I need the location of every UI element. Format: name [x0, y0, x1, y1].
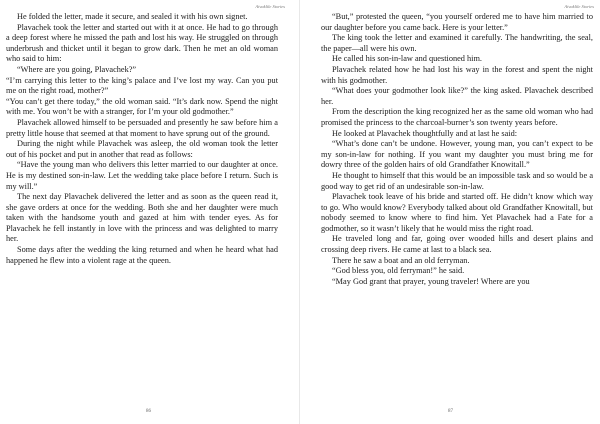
paragraph: From the description the king recognized her as the same old woman who had promised the princess to the charcoal-burner’s son twenty years before. [321, 107, 593, 127]
page-number: 86 [146, 409, 151, 414]
paragraph: He traveled long and far, going over wooded hills and desert plains and crossing deep rivers. He came at last to a black sea. [321, 234, 593, 255]
paragraph: He looked at Plavachek thoughtfully and at last he said: [332, 128, 518, 138]
paragraph: Plavachek took the letter and started out with it at once. He had to go through a deep forest where he missed the path and lost his way. He struggled on through underbrush and thicket until it began to grow dark. Then he met an old woman who said to him: [6, 22, 278, 64]
paragraph: There he saw a boat and an old ferryman. [332, 255, 470, 265]
running-head: Aivaklile Stories [564, 4, 594, 9]
running-head: Aivaklile Stories [255, 4, 285, 9]
paragraph: Plavachek allowed himself to be persuaded and presently he saw before him a pretty little house that seemed at that moment to have sprung out of the ground. [6, 117, 278, 138]
paragraph: He thought to himself that this would be an impossible task and so would be a good way to get rid of an undesirable son-in-law. [321, 170, 593, 191]
page-number: 87 [448, 409, 453, 414]
paragraph: “God bless you, old ferryman!” he said. [332, 266, 465, 276]
paragraph: “You can’t get there today,” the old woman said. “It’s dark now. Spend the night with me. You won’t be with a stranger, for I’m your old godmother.” [6, 96, 278, 117]
paragraph: “But,” protested the queen, “you yourself ordered me to have him married to our daughter before you came back. Here is your letter.” [321, 12, 593, 32]
paragraph: “What does your godmother look like?” the king asked. Plavachek described her. [321, 86, 593, 106]
paragraph: “Have the young man who delivers this letter married to our daughter at once. He is my destined son-in-law. Let the wedding take place before I return. Such is my will.” [6, 160, 278, 191]
page-text [6, 12, 278, 266]
paragraph: “I’m carrying this letter to the king’s palace and I’ve lost my way. Can you put me on the right road, mother?” [6, 75, 278, 96]
paragraph: “Where are you going, Plavachek?” [17, 64, 137, 74]
right-page [300, 0, 600, 424]
page-text [321, 12, 593, 287]
paragraph: He folded the letter, made it secure, and sealed it with his own signet. [17, 12, 248, 21]
paragraph: He called his son-in-law and questioned him. [332, 54, 483, 64]
paragraph: During the night while Plavachek was asleep, the old woman took the letter out of his pocket and put in another that read as follows: [6, 139, 278, 159]
paragraph: Plavachek related how he had lost his way in the forest and spent the night with his godmother. [321, 64, 593, 85]
paragraph: The next day Plavachek delivered the letter and as soon as the queen read it, she gave orders at once for the wedding. Both she and her daughter were much taken with the handsome youth and gazed at him with tender eyes. As for Plavachek he fell instantly in love with the princess and was delighted to marry her. [6, 192, 278, 244]
paragraph: “May God grant that prayer, young traveler! Where are you [332, 276, 530, 286]
paragraph: The king took the letter and examined it carefully. The handwriting, the seal, the paper—all were his own. [321, 33, 593, 53]
paragraph: Some days after the wedding the king returned and when he heard what had happened he flew into a violent rage at the queen. [6, 245, 278, 265]
paragraph: “What’s done can’t be undone. However, young man, you can’t expect to be my son-in-law for nothing. If you want my daughter you must bring me for dowry three of the golden hairs of old Grandfather Knowitall.” [321, 139, 593, 170]
paragraph: Plavachek took leave of his bride and started off. He didn’t know which way to go. Who would know? Everybody talked about old Grandfather Knowitall, but nobody seemed to know where to find him. Yet Plavachek had a Fate for a godmother, so it wasn’t likely that he would miss the right road. [321, 192, 593, 233]
